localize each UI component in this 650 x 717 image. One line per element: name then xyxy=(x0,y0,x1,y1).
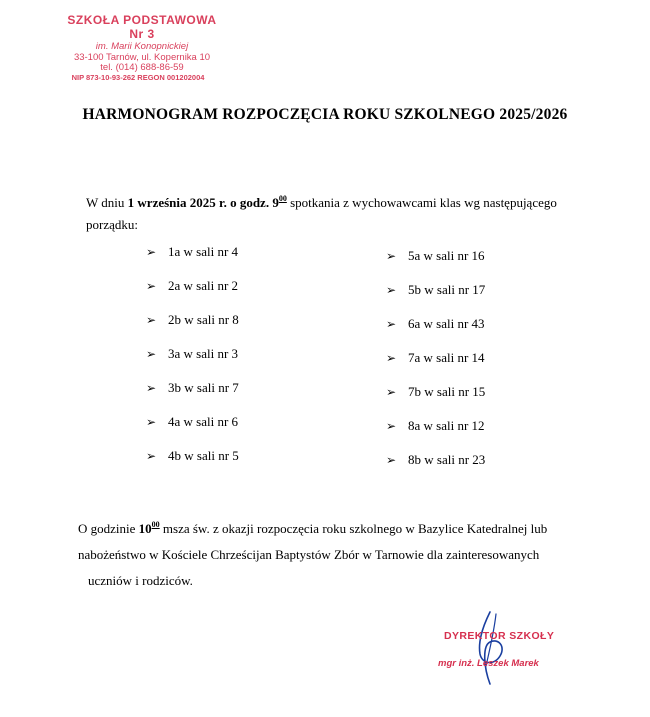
class-room-text: 1a w sali nr 4 xyxy=(168,244,239,259)
arrow-bullet-icon: ➢ xyxy=(386,385,397,399)
outro-minutes: 00 xyxy=(151,520,160,529)
intro-paragraph xyxy=(86,188,586,236)
arrow-bullet-icon: ➢ xyxy=(386,453,397,467)
class-room-text: 4a w sali nr 6 xyxy=(168,414,239,429)
stamp-line-nip-regon: NIP 873-10-93-262 REGON 001202004 xyxy=(71,73,205,83)
class-room-text: 2b w sali nr 8 xyxy=(168,312,239,327)
arrow-bullet-icon: ➢ xyxy=(146,381,157,395)
class-list-item xyxy=(146,448,306,482)
arrow-bullet-icon: ➢ xyxy=(386,283,397,297)
class-room-text: 8b w sali nr 23 xyxy=(408,452,486,467)
arrow-bullet-icon: ➢ xyxy=(146,313,157,327)
arrow-bullet-icon: ➢ xyxy=(146,415,157,429)
class-list-left xyxy=(146,244,306,482)
class-room-text: 3b w sali nr 7 xyxy=(168,380,239,395)
outro-line3: uczniów i rodziców. xyxy=(88,573,193,588)
class-list-item xyxy=(386,316,546,350)
class-list-item xyxy=(386,384,546,418)
class-list-item xyxy=(386,452,546,486)
class-list-item xyxy=(146,414,306,448)
class-list-item xyxy=(146,278,306,312)
class-list-item xyxy=(386,282,546,316)
stamp-line-school-name: SZKOŁA PODSTAWOWA Nr 3 xyxy=(67,13,217,41)
class-list-item xyxy=(386,350,546,384)
arrow-bullet-icon: ➢ xyxy=(146,449,157,463)
outro-hour: 10 xyxy=(138,521,152,536)
intro-prefix: W dniu xyxy=(86,195,128,210)
outro-paragraph xyxy=(78,512,578,594)
class-list-item xyxy=(386,248,546,282)
class-room-text: 8a w sali nr 12 xyxy=(408,418,485,433)
outro-line1: msza św. z okazji rozpoczęcia roku szkolnego w Bazylice Katedralnej lub xyxy=(159,521,548,536)
signature-role: DYREKTOR SZKOŁY xyxy=(444,630,555,642)
class-room-text: 4b w sali nr 5 xyxy=(168,448,239,463)
outro-line2: nabożeństwo w Kościele Chrześcijan Baptystów Zbór w Tarnowie dla zainteresowanych xyxy=(78,547,540,562)
stamp-line-patron: im. Marii Konopnickiej xyxy=(95,40,189,52)
intro-minutes: 00 xyxy=(278,194,287,203)
school-stamp xyxy=(62,14,222,83)
arrow-bullet-icon: ➢ xyxy=(386,317,397,331)
outro-prefix: O godzinie xyxy=(78,521,139,536)
stamp-line-address: 33-100 Tarnów, ul. Kopernika 10 xyxy=(73,51,211,63)
intro-date: 1 września 2025 r. o godz. 9 xyxy=(127,195,279,210)
class-room-text: 6a w sali nr 43 xyxy=(408,316,485,331)
arrow-bullet-icon: ➢ xyxy=(146,279,157,293)
document-title: HARMONOGRAM ROZPOCZĘCIA ROKU SZKOLNEGO 2025/2026 xyxy=(82,106,568,123)
class-room-text: 3a w sali nr 3 xyxy=(168,346,239,361)
arrow-bullet-icon: ➢ xyxy=(386,351,397,365)
class-list-item xyxy=(146,346,306,380)
handwritten-signature xyxy=(460,608,520,688)
class-room-text: 5b w sali nr 17 xyxy=(408,282,486,297)
class-room-text: 2a w sali nr 2 xyxy=(168,278,239,293)
class-room-text: 7a w sali nr 14 xyxy=(408,350,485,365)
intro-text: spotkania z wychowawcami klas wg następującego porządku: xyxy=(86,195,557,232)
stamp-line-phone: tel. (014) 688-86-59 xyxy=(100,62,184,74)
signature-name: mgr inż. Leszek Marek xyxy=(438,658,539,669)
arrow-bullet-icon: ➢ xyxy=(146,245,157,259)
class-list-item xyxy=(386,418,546,452)
class-list-item xyxy=(146,312,306,346)
arrow-bullet-icon: ➢ xyxy=(146,347,157,361)
class-list-item xyxy=(146,380,306,414)
arrow-bullet-icon: ➢ xyxy=(386,419,397,433)
class-list-right xyxy=(386,248,546,486)
class-room-text: 7b w sali nr 15 xyxy=(408,384,486,399)
arrow-bullet-icon: ➢ xyxy=(386,249,397,263)
class-list-item xyxy=(146,244,306,278)
class-room-text: 5a w sali nr 16 xyxy=(408,248,485,263)
